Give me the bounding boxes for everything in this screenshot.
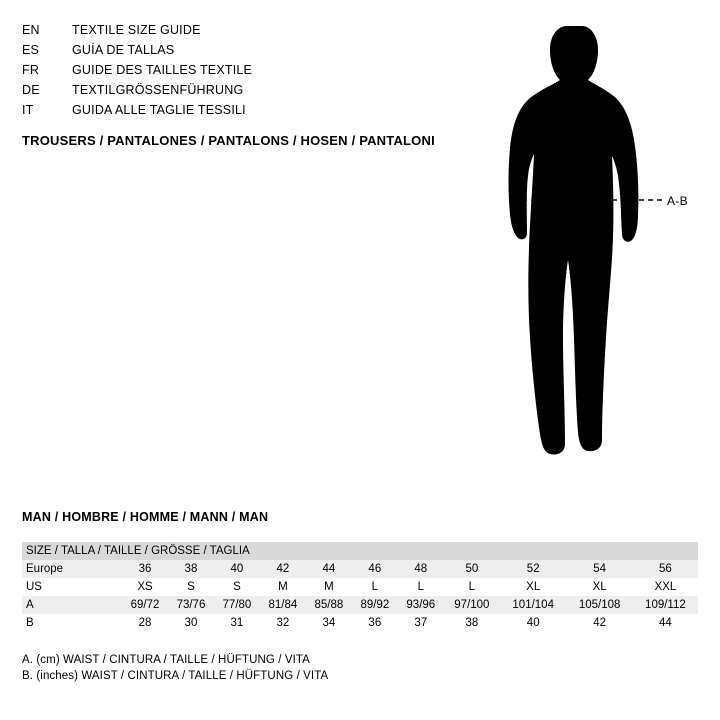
language-header-block [22, 20, 492, 120]
table-header-row [22, 542, 698, 560]
footnote-b: B. (inches) WAIST / CINTURA / TAILLE / HÜFTUNG / VITA [22, 670, 329, 682]
table-cell: 31 [214, 614, 260, 632]
row-label: A [22, 596, 122, 614]
table-cell: 42 [566, 614, 632, 632]
table-cell: 40 [214, 560, 260, 578]
language-code: FR [22, 63, 40, 77]
table-cell: 34 [306, 614, 352, 632]
table-cell: 36 [122, 560, 168, 578]
row-label: US [22, 578, 122, 596]
table-cell: 97/100 [444, 596, 500, 614]
table-section-title: MAN / HOMBRE / HOMME / MANN / MAN [22, 510, 269, 524]
table-cell: S [168, 578, 214, 596]
size-table [22, 542, 698, 632]
language-row [22, 40, 492, 60]
table-cell: 81/84 [260, 596, 306, 614]
table-cell: L [352, 578, 398, 596]
footnotes [22, 652, 328, 684]
table-cell: 48 [398, 560, 444, 578]
table-cell: 44 [633, 614, 698, 632]
table-cell: 28 [122, 614, 168, 632]
table-header-label: SIZE / TALLA / TAILLE / GRÖSSE / TAGLIA [22, 542, 698, 560]
table-row [22, 578, 698, 596]
table-row [22, 596, 698, 614]
garment-title: TROUSERS / PANTALONES / PANTALONS / HOSEN / PANTALONI [22, 133, 435, 148]
row-label: B [22, 614, 122, 632]
table-cell: 69/72 [122, 596, 168, 614]
table-cell: 30 [168, 614, 214, 632]
table-cell: M [260, 578, 306, 596]
language-text: GUIDA ALLE TAGLIE TESSILI [72, 103, 246, 117]
language-code: IT [22, 103, 34, 117]
table-cell: 93/96 [398, 596, 444, 614]
language-code: EN [22, 23, 40, 37]
table-cell: 36 [352, 614, 398, 632]
table-cell: XL [500, 578, 566, 596]
table-cell: 85/88 [306, 596, 352, 614]
table-cell: 42 [260, 560, 306, 578]
language-text: GUÍA DE TALLAS [72, 43, 175, 57]
table-cell: 105/108 [566, 596, 632, 614]
table-cell: L [398, 578, 444, 596]
language-code: ES [22, 43, 40, 57]
table-cell: 37 [398, 614, 444, 632]
man-silhouette-icon [470, 8, 720, 478]
figure-illustration [470, 8, 720, 478]
table-cell: 32 [260, 614, 306, 632]
language-row [22, 80, 492, 100]
table-cell: 50 [444, 560, 500, 578]
table-cell: 44 [306, 560, 352, 578]
table-cell: 52 [500, 560, 566, 578]
language-row [22, 100, 492, 120]
table-row [22, 614, 698, 632]
table-cell: 77/80 [214, 596, 260, 614]
table-cell: 73/76 [168, 596, 214, 614]
row-label: Europe [22, 560, 122, 578]
table-cell: 38 [168, 560, 214, 578]
table-cell: L [444, 578, 500, 596]
language-code: DE [22, 83, 40, 97]
table-cell: 38 [444, 614, 500, 632]
table-cell: 46 [352, 560, 398, 578]
table-cell: XS [122, 578, 168, 596]
language-text: GUIDE DES TAILLES TEXTILE [72, 63, 253, 77]
table-cell: XL [566, 578, 632, 596]
table-cell: 54 [566, 560, 632, 578]
table-cell: 89/92 [352, 596, 398, 614]
language-row [22, 60, 492, 80]
table-cell: S [214, 578, 260, 596]
table-cell: 101/104 [500, 596, 566, 614]
language-text: TEXTILGRÖSSENFÜHRUNG [72, 83, 244, 97]
table-cell: 109/112 [633, 596, 698, 614]
table-row [22, 560, 698, 578]
table-cell: XXL [633, 578, 698, 596]
language-row [22, 20, 492, 40]
footnote-a: A. (cm) WAIST / CINTURA / TAILLE / HÜFTUNG / VITA [22, 654, 310, 666]
table-cell: 40 [500, 614, 566, 632]
language-text: TEXTILE SIZE GUIDE [72, 23, 201, 37]
table-cell: 56 [633, 560, 698, 578]
ab-measure-label: A-B [667, 194, 688, 208]
table-cell: M [306, 578, 352, 596]
